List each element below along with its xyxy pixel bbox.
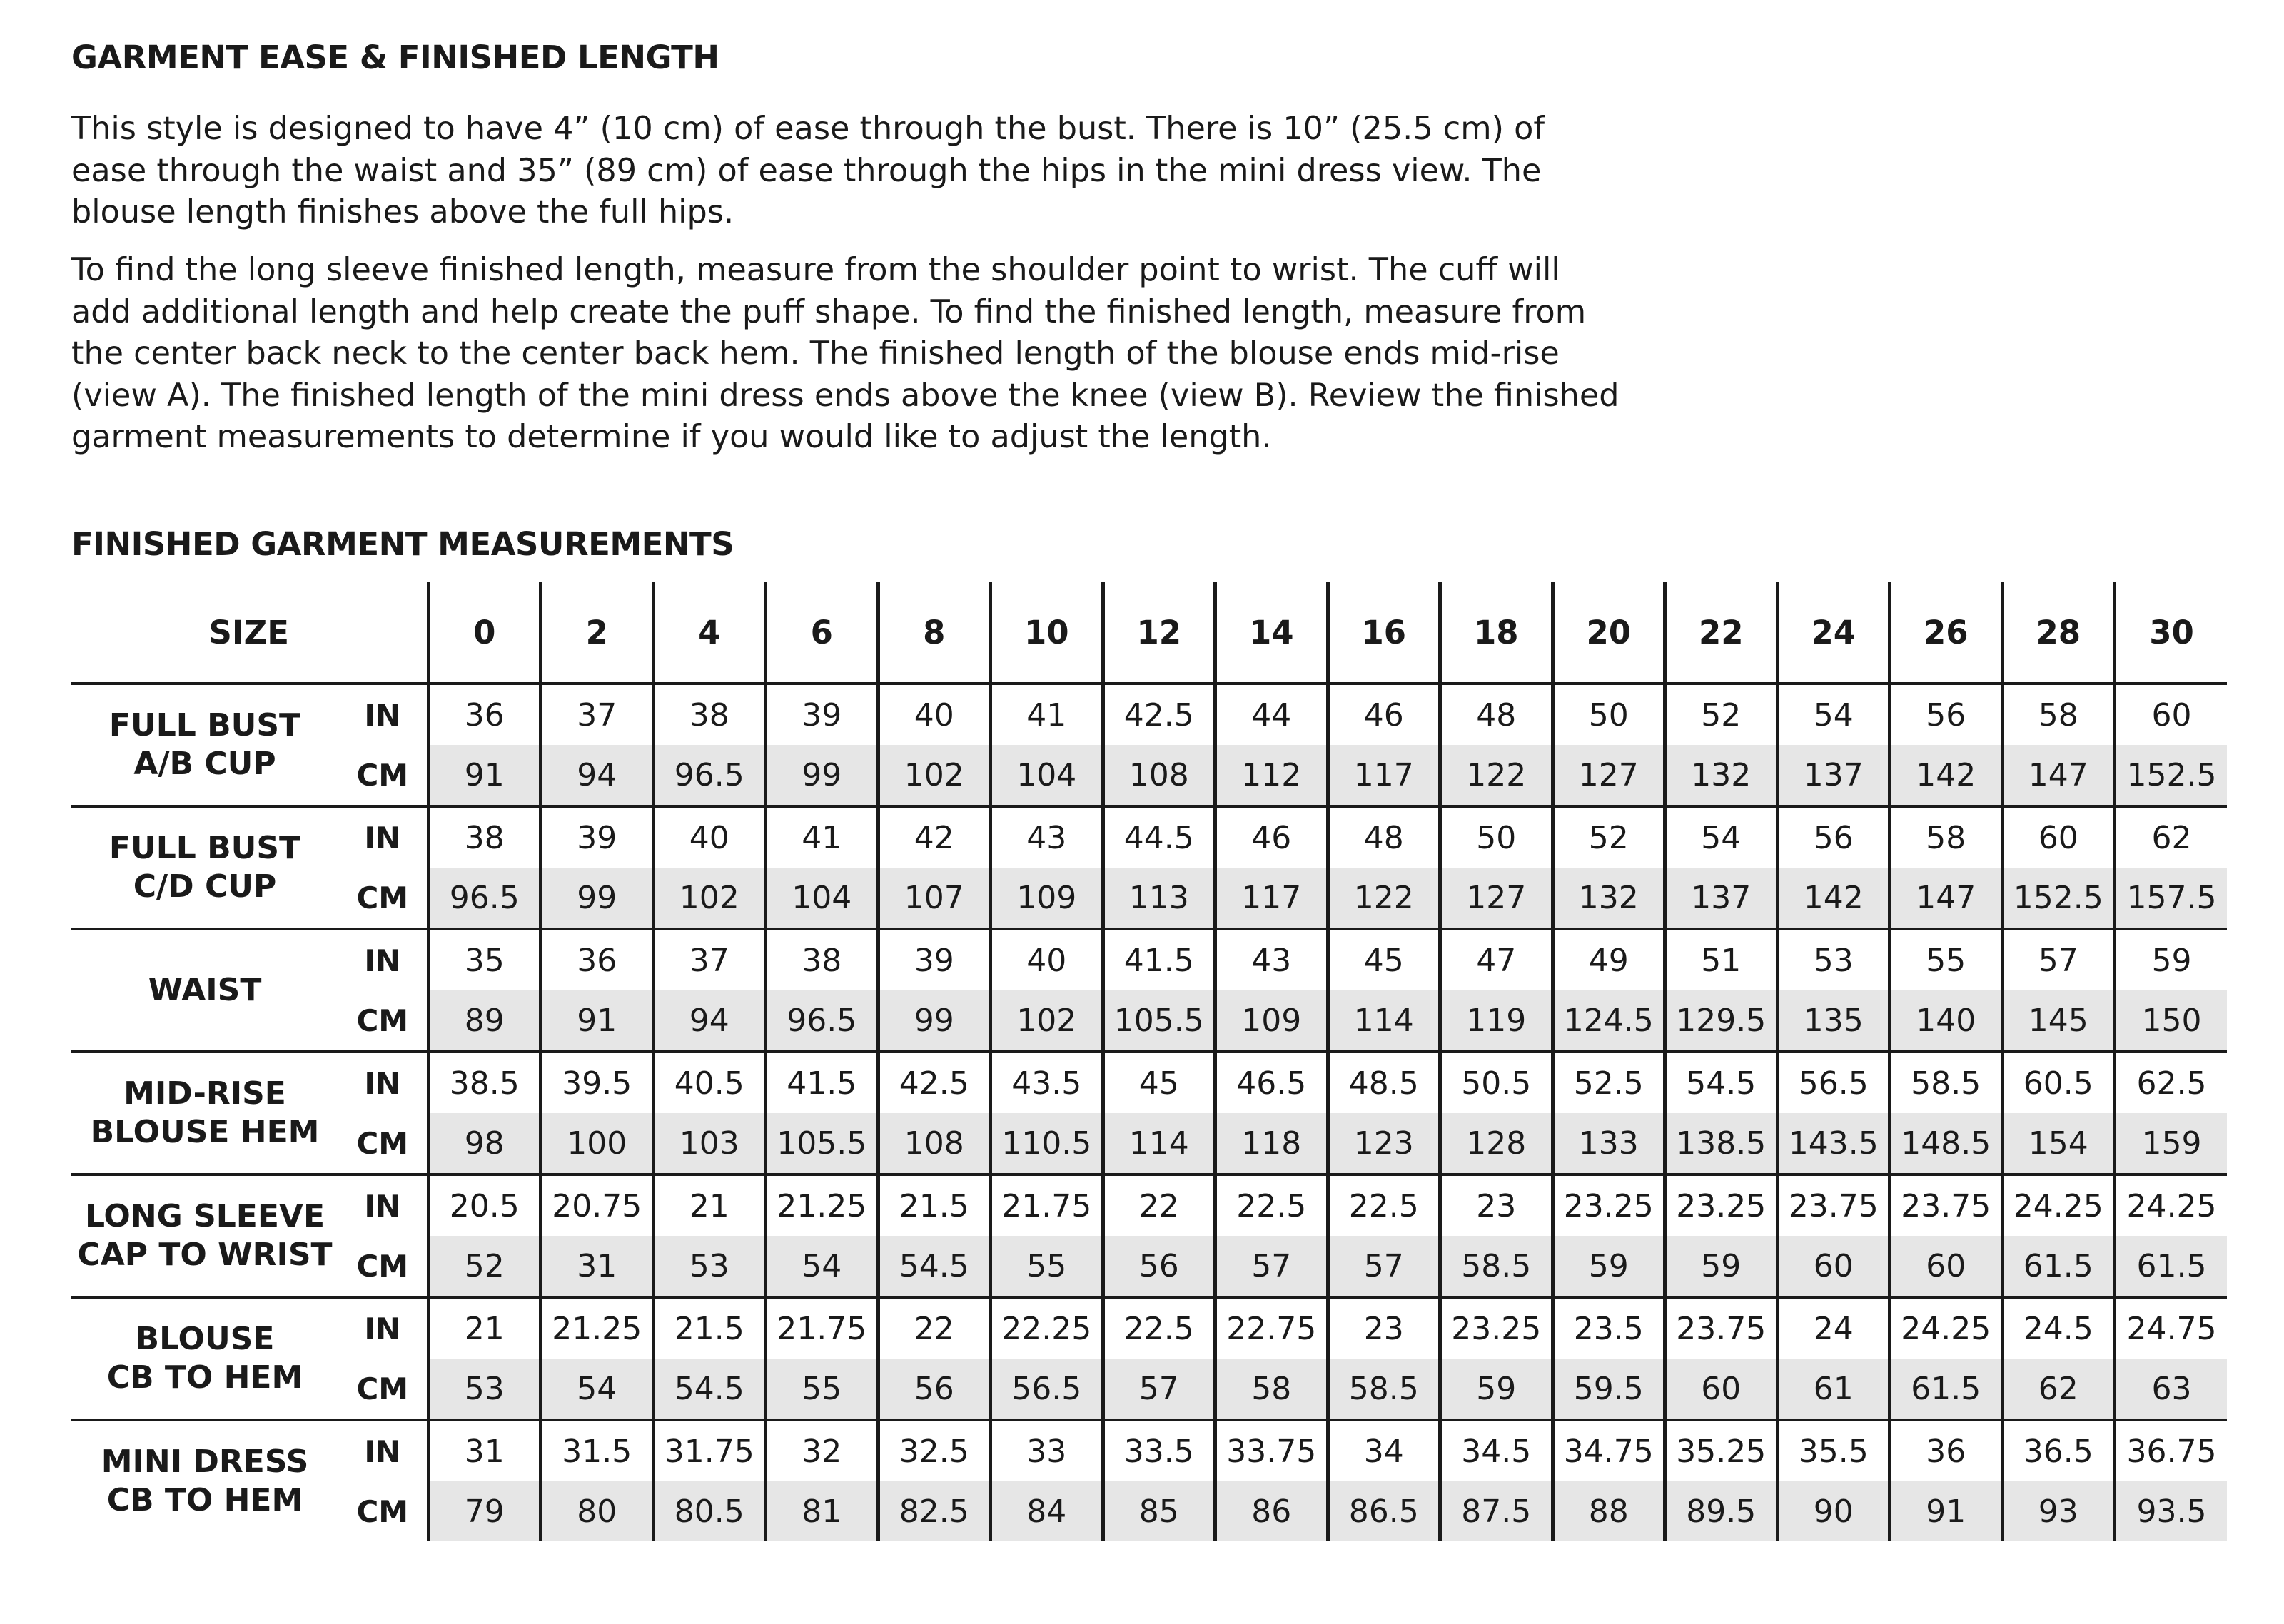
inch-value-cell: 24.25: [1890, 1297, 2003, 1359]
cm-value-cell: 86: [1216, 1481, 1328, 1541]
measurement-row-in: [71, 1052, 2227, 1113]
cm-value-cell: 53: [428, 1359, 541, 1420]
cm-value-cell: 119: [1440, 990, 1553, 1052]
measurement-row-in: [71, 1174, 2227, 1236]
cm-value-cell: 107: [878, 868, 991, 929]
unit-in-label: IN: [338, 1420, 428, 1481]
inch-value-cell: 52.5: [1552, 1052, 1665, 1113]
cm-value-cell: 89.5: [1665, 1481, 1778, 1541]
cm-value-cell: 94: [653, 990, 766, 1052]
cm-value-cell: 91: [1890, 1481, 2003, 1541]
inch-value-cell: 22.25: [991, 1297, 1103, 1359]
inch-value-cell: 21.75: [991, 1174, 1103, 1236]
inch-value-cell: 36.75: [2115, 1420, 2228, 1481]
cm-value-cell: 81: [766, 1481, 879, 1541]
measurement-label: [71, 806, 338, 929]
size-header-cell: 24: [1777, 582, 1890, 684]
inch-value-cell: 46: [1328, 684, 1440, 745]
inch-value-cell: 22: [878, 1297, 991, 1359]
inch-value-cell: 21.5: [653, 1297, 766, 1359]
inch-value-cell: 24.25: [2115, 1174, 2228, 1236]
measurement-row-in: [71, 684, 2227, 745]
unit-cm-label: CM: [356, 1125, 409, 1161]
inch-value-cell: 60.5: [2002, 1052, 2115, 1113]
inch-value-cell: 38: [766, 929, 879, 990]
cm-value-cell: 61: [1777, 1359, 1890, 1420]
cm-value-cell: 133: [1552, 1113, 1665, 1174]
inch-value-cell: 58: [1890, 806, 2003, 868]
measurement-label: [71, 929, 338, 1052]
cm-value-cell: 105.5: [766, 1113, 879, 1174]
measurement-row-cm: [71, 1113, 2227, 1174]
cm-value-cell: 96.5: [653, 745, 766, 806]
inch-value-cell: 36.5: [2002, 1420, 2115, 1481]
inch-value-cell: 59: [2115, 929, 2228, 990]
inch-value-cell: 21.25: [766, 1174, 879, 1236]
measurement-label-line: WAIST: [148, 972, 262, 1008]
cm-value-cell: 86.5: [1328, 1481, 1440, 1541]
cm-value-cell: 159: [2115, 1113, 2228, 1174]
inch-value-cell: 31.75: [653, 1420, 766, 1481]
measurement-label: [71, 684, 338, 806]
cm-value-cell: 96.5: [766, 990, 879, 1052]
inch-value-cell: 50: [1440, 806, 1553, 868]
measurement-label-line: BLOUSE HEM: [90, 1114, 320, 1150]
inch-value-cell: 23.75: [1777, 1174, 1890, 1236]
cm-value-cell: 127: [1552, 745, 1665, 806]
measurement-label-line: C/D CUP: [133, 868, 277, 905]
inch-value-cell: 48: [1440, 684, 1553, 745]
cm-value-cell: 128: [1440, 1113, 1553, 1174]
cm-value-cell: 108: [1103, 745, 1216, 806]
cm-value-cell: 53: [653, 1236, 766, 1297]
measurement-label: [71, 1174, 338, 1297]
ease-paragraph: This style is designed to have 4” (10 cm) of ease through the bust. There is 10” (25.5 cm) of ease through the waist and 35” (89 cm) of ease through the hips in the mini dress view. The blouse length finishes above the full hips.: [71, 111, 1545, 230]
cm-value-cell: 142: [1777, 868, 1890, 929]
inch-value-cell: 24.75: [2115, 1297, 2228, 1359]
unit-in-label: IN: [338, 1297, 428, 1359]
inch-value-cell: 21.25: [541, 1297, 654, 1359]
size-header-cell: 20: [1552, 582, 1665, 684]
inch-value-cell: 56: [1890, 684, 2003, 745]
unit-in-label: IN: [338, 1052, 428, 1113]
cm-value-cell: 52: [428, 1236, 541, 1297]
cm-value-cell: 59: [1552, 1236, 1665, 1297]
measurement-label-line: LONG SLEEVE: [84, 1198, 325, 1234]
cm-value-cell: 105.5: [1103, 990, 1216, 1052]
cm-value-cell: 110.5: [991, 1113, 1103, 1174]
cm-value-cell: 60: [1777, 1236, 1890, 1297]
cm-value-cell: 63: [2115, 1359, 2228, 1420]
inch-value-cell: 38.5: [428, 1052, 541, 1113]
cm-value-cell: 96.5: [428, 868, 541, 929]
cm-value-cell: 124.5: [1552, 990, 1665, 1052]
cm-value-cell: 112: [1216, 745, 1328, 806]
cm-value-cell: 127: [1440, 868, 1553, 929]
cm-value-cell: 57: [1103, 1359, 1216, 1420]
inch-value-cell: 37: [541, 684, 654, 745]
cm-value-cell: 102: [878, 745, 991, 806]
inch-value-cell: 41: [766, 806, 879, 868]
size-header-cell: 10: [991, 582, 1103, 684]
cm-value-cell: 56.5: [991, 1359, 1103, 1420]
measurement-row-cm: [71, 745, 2227, 806]
inch-value-cell: 42: [878, 806, 991, 868]
inch-value-cell: 33.5: [1103, 1420, 1216, 1481]
cm-value-cell: 60: [1665, 1359, 1778, 1420]
inch-value-cell: 45: [1103, 1052, 1216, 1113]
unit-cm-label: CM: [356, 1248, 409, 1284]
inch-value-cell: 34: [1328, 1420, 1440, 1481]
cm-value-cell: 145: [2002, 990, 2115, 1052]
inch-value-cell: 46: [1216, 806, 1328, 868]
inch-value-cell: 48: [1328, 806, 1440, 868]
size-header-cell: 4: [653, 582, 766, 684]
cm-value-cell: 85: [1103, 1481, 1216, 1541]
measurement-label-line: A/B CUP: [133, 746, 276, 782]
inch-value-cell: 62: [2115, 806, 2228, 868]
cm-value-cell: 57: [1216, 1236, 1328, 1297]
cm-value-cell: 104: [991, 745, 1103, 806]
cm-value-cell: 118: [1216, 1113, 1328, 1174]
cm-value-cell: 54: [766, 1236, 879, 1297]
measurements-table: [71, 582, 2227, 1541]
cm-value-cell: 82.5: [878, 1481, 991, 1541]
cm-value-cell: 114: [1103, 1113, 1216, 1174]
inch-value-cell: 35.5: [1777, 1420, 1890, 1481]
size-header-cell: 16: [1328, 582, 1440, 684]
measurement-row-cm: [71, 1359, 2227, 1420]
inch-value-cell: 40: [653, 806, 766, 868]
inch-value-cell: 23.75: [1890, 1174, 2003, 1236]
cm-value-cell: 104: [766, 868, 879, 929]
inch-value-cell: 22: [1103, 1174, 1216, 1236]
cm-value-cell: 56: [878, 1359, 991, 1420]
size-header-cell: 18: [1440, 582, 1553, 684]
inch-value-cell: 58.5: [1890, 1052, 2003, 1113]
inch-value-cell: 32.5: [878, 1420, 991, 1481]
size-header-cell: 28: [2002, 582, 2115, 684]
cm-value-cell: 94: [541, 745, 654, 806]
measurement-label: [71, 1420, 338, 1541]
inch-value-cell: 51: [1665, 929, 1778, 990]
cm-value-cell: 61.5: [2115, 1236, 2228, 1297]
inch-value-cell: 52: [1552, 806, 1665, 868]
inch-value-cell: 21: [428, 1297, 541, 1359]
size-header-cell: 2: [541, 582, 654, 684]
cm-value-cell: 88: [1552, 1481, 1665, 1541]
inch-value-cell: 34.5: [1440, 1420, 1553, 1481]
inch-value-cell: 40.5: [653, 1052, 766, 1113]
cm-value-cell: 140: [1890, 990, 2003, 1052]
cm-value-cell: 138.5: [1665, 1113, 1778, 1174]
measurement-row-cm: [71, 868, 2227, 929]
cm-value-cell: 142: [1890, 745, 2003, 806]
inch-value-cell: 38: [428, 806, 541, 868]
cm-value-cell: 100: [541, 1113, 654, 1174]
inch-value-cell: 54.5: [1665, 1052, 1778, 1113]
cm-value-cell: 87.5: [1440, 1481, 1553, 1541]
cm-value-cell: 123: [1328, 1113, 1440, 1174]
inch-value-cell: 36: [428, 684, 541, 745]
unit-cm-label: CM: [356, 880, 409, 915]
cm-value-cell: 58: [1216, 1359, 1328, 1420]
inch-value-cell: 23.75: [1665, 1297, 1778, 1359]
inch-value-cell: 37: [653, 929, 766, 990]
inch-value-cell: 47: [1440, 929, 1553, 990]
size-header-cell: 30: [2115, 582, 2228, 684]
inch-value-cell: 56.5: [1777, 1052, 1890, 1113]
inch-value-cell: 24: [1777, 1297, 1890, 1359]
measurement-row-in: [71, 806, 2227, 868]
inch-value-cell: 21.5: [878, 1174, 991, 1236]
cm-value-cell: 59: [1665, 1236, 1778, 1297]
size-header-cell: 6: [766, 582, 879, 684]
inch-value-cell: 53: [1777, 929, 1890, 990]
cm-value-cell: 60: [1890, 1236, 2003, 1297]
cm-value-cell: 132: [1552, 868, 1665, 929]
cm-value-cell: 108: [878, 1113, 991, 1174]
inch-value-cell: 23.25: [1440, 1297, 1553, 1359]
inch-value-cell: 22.5: [1103, 1297, 1216, 1359]
cm-value-cell: 98: [428, 1113, 541, 1174]
cm-value-cell: 80.5: [653, 1481, 766, 1541]
inch-value-cell: 24.25: [2002, 1174, 2115, 1236]
inch-value-cell: 41.5: [766, 1052, 879, 1113]
inch-value-cell: 35: [428, 929, 541, 990]
cm-value-cell: 113: [1103, 868, 1216, 929]
cm-value-cell: 122: [1328, 868, 1440, 929]
inch-value-cell: 39: [766, 684, 879, 745]
inch-value-cell: 48.5: [1328, 1052, 1440, 1113]
inch-value-cell: 42.5: [878, 1052, 991, 1113]
size-header-cell: 22: [1665, 582, 1778, 684]
cm-value-cell: 90: [1777, 1481, 1890, 1541]
cm-value-cell: 58.5: [1440, 1236, 1553, 1297]
cm-value-cell: 89: [428, 990, 541, 1052]
measurement-row-cm: [71, 990, 2227, 1052]
inch-value-cell: 39: [541, 806, 654, 868]
cm-value-cell: 61.5: [1890, 1359, 2003, 1420]
cm-value-cell: 91: [541, 990, 654, 1052]
inch-value-cell: 46.5: [1216, 1052, 1328, 1113]
inch-value-cell: 43: [1216, 929, 1328, 990]
measurement-label-line: CAP TO WRIST: [77, 1237, 333, 1273]
inch-value-cell: 55: [1890, 929, 2003, 990]
measurements-heading: FINISHED GARMENT MEASUREMENTS: [71, 525, 734, 563]
cm-value-cell: 150: [2115, 990, 2228, 1052]
cm-value-cell: 122: [1440, 745, 1553, 806]
measurement-label: [71, 1297, 338, 1420]
cm-value-cell: 84: [991, 1481, 1103, 1541]
measurements-body: [71, 684, 2227, 1541]
size-label: SIZE: [208, 613, 290, 651]
inch-value-cell: 44.5: [1103, 806, 1216, 868]
inch-value-cell: 62.5: [2115, 1052, 2228, 1113]
cm-value-cell: 80: [541, 1481, 654, 1541]
inch-value-cell: 56: [1777, 806, 1890, 868]
inch-value-cell: 40: [878, 684, 991, 745]
inch-value-cell: 22.5: [1216, 1174, 1328, 1236]
cm-value-cell: 132: [1665, 745, 1778, 806]
inch-value-cell: 60: [2002, 806, 2115, 868]
cm-value-cell: 59.5: [1552, 1359, 1665, 1420]
cm-value-cell: 31: [541, 1236, 654, 1297]
inch-value-cell: 31: [428, 1420, 541, 1481]
inch-value-cell: 23: [1440, 1174, 1553, 1236]
unit-cm-label: CM: [356, 1371, 409, 1406]
measurement-label-line: MINI DRESS: [101, 1443, 309, 1480]
inch-value-cell: 43: [991, 806, 1103, 868]
cm-value-cell: 54: [541, 1359, 654, 1420]
cm-value-cell: 117: [1328, 745, 1440, 806]
inch-value-cell: 54: [1777, 684, 1890, 745]
cm-value-cell: 93.5: [2115, 1481, 2228, 1541]
unit-cm-label: CM: [356, 1003, 409, 1038]
cm-value-cell: 103: [653, 1113, 766, 1174]
inch-value-cell: 39: [878, 929, 991, 990]
measurement-label-line: MID-RISE: [123, 1075, 286, 1112]
inch-value-cell: 52: [1665, 684, 1778, 745]
measurement-row-cm: [71, 1481, 2227, 1541]
inch-value-cell: 20.75: [541, 1174, 654, 1236]
measurement-label: [71, 1052, 338, 1174]
cm-value-cell: 99: [878, 990, 991, 1052]
unit-in-label: IN: [338, 1174, 428, 1236]
unit-cm-label: CM: [356, 1493, 409, 1529]
cm-value-cell: 154: [2002, 1113, 2115, 1174]
inch-value-cell: 23.25: [1665, 1174, 1778, 1236]
inch-value-cell: 41: [991, 684, 1103, 745]
cm-value-cell: 135: [1777, 990, 1890, 1052]
cm-value-cell: 93: [2002, 1481, 2115, 1541]
measurement-label-line: FULL BUST: [108, 830, 301, 866]
length-paragraph: To find the long sleeve finished length, measure from the shoulder point to wrist. The cuff will add additional length and help create the puff shape. To find the finished length, measure from the center back neck to the center back hem. The finished length of the blouse ends mid-rise (view A). The finished length of the mini dress ends above the knee (view B). Review the finished garment measurements to determine if you would like to adjust the length.: [71, 252, 1619, 455]
size-header-cell: 0: [428, 582, 541, 684]
inch-value-cell: 36: [541, 929, 654, 990]
inch-value-cell: 32: [766, 1420, 879, 1481]
cm-value-cell: 114: [1328, 990, 1440, 1052]
size-header-cell: 12: [1103, 582, 1216, 684]
inch-value-cell: 39.5: [541, 1052, 654, 1113]
cm-value-cell: 59: [1440, 1359, 1553, 1420]
measurement-row-cm: [71, 1236, 2227, 1297]
inch-value-cell: 21: [653, 1174, 766, 1236]
inch-value-cell: 34.75: [1552, 1420, 1665, 1481]
cm-value-cell: 62: [2002, 1359, 2115, 1420]
cm-value-cell: 61.5: [2002, 1236, 2115, 1297]
inch-value-cell: 54: [1665, 806, 1778, 868]
inch-value-cell: 23.25: [1552, 1174, 1665, 1236]
inch-value-cell: 45: [1328, 929, 1440, 990]
inch-value-cell: 42.5: [1103, 684, 1216, 745]
cm-value-cell: 137: [1665, 868, 1778, 929]
inch-value-cell: 44: [1216, 684, 1328, 745]
cm-value-cell: 147: [2002, 745, 2115, 806]
inch-value-cell: 50.5: [1440, 1052, 1553, 1113]
cm-value-cell: 109: [1216, 990, 1328, 1052]
size-header-cell: 8: [878, 582, 991, 684]
inch-value-cell: 20.5: [428, 1174, 541, 1236]
inch-value-cell: 58: [2002, 684, 2115, 745]
size-header-row: [71, 582, 2227, 684]
unit-in-label: IN: [338, 684, 428, 745]
inch-value-cell: 22.75: [1216, 1297, 1328, 1359]
cm-value-cell: 152.5: [2115, 745, 2228, 806]
measurement-label-line: CB TO HEM: [106, 1359, 303, 1396]
inch-value-cell: 23: [1328, 1297, 1440, 1359]
measurement-row-in: [71, 929, 2227, 990]
measurement-row-in: [71, 1297, 2227, 1359]
cm-value-cell: 109: [991, 868, 1103, 929]
inch-value-cell: 36: [1890, 1420, 2003, 1481]
cm-value-cell: 157.5: [2115, 868, 2228, 929]
inch-value-cell: 33.75: [1216, 1420, 1328, 1481]
cm-value-cell: 152.5: [2002, 868, 2115, 929]
cm-value-cell: 137: [1777, 745, 1890, 806]
inch-value-cell: 21.75: [766, 1297, 879, 1359]
cm-value-cell: 54.5: [878, 1236, 991, 1297]
inch-value-cell: 60: [2115, 684, 2228, 745]
cm-value-cell: 99: [766, 745, 879, 806]
measurement-row-in: [71, 1420, 2227, 1481]
cm-value-cell: 117: [1216, 868, 1328, 929]
measurement-label-line: CB TO HEM: [106, 1482, 303, 1518]
unit-in-label: IN: [338, 929, 428, 990]
measurement-label-line: FULL BUST: [108, 707, 301, 744]
inch-value-cell: 50: [1552, 684, 1665, 745]
inch-value-cell: 40: [991, 929, 1103, 990]
cm-value-cell: 143.5: [1777, 1113, 1890, 1174]
cm-value-cell: 56: [1103, 1236, 1216, 1297]
cm-value-cell: 102: [653, 868, 766, 929]
unit-in-label: IN: [338, 806, 428, 868]
inch-value-cell: 43.5: [991, 1052, 1103, 1113]
inch-value-cell: 35.25: [1665, 1420, 1778, 1481]
inch-value-cell: 31.5: [541, 1420, 654, 1481]
size-header-cell: 26: [1890, 582, 2003, 684]
unit-cm-label: CM: [356, 757, 409, 793]
size-header-cell: 14: [1216, 582, 1328, 684]
inch-value-cell: 49: [1552, 929, 1665, 990]
ease-section-heading: GARMENT EASE & FINISHED LENGTH: [71, 39, 719, 76]
cm-value-cell: 55: [991, 1236, 1103, 1297]
cm-value-cell: 54.5: [653, 1359, 766, 1420]
inch-value-cell: 38: [653, 684, 766, 745]
cm-value-cell: 147: [1890, 868, 2003, 929]
inch-value-cell: 23.5: [1552, 1297, 1665, 1359]
cm-value-cell: 148.5: [1890, 1113, 2003, 1174]
inch-value-cell: 22.5: [1328, 1174, 1440, 1236]
inch-value-cell: 41.5: [1103, 929, 1216, 990]
cm-value-cell: 57: [1328, 1236, 1440, 1297]
cm-value-cell: 99: [541, 868, 654, 929]
inch-value-cell: 24.5: [2002, 1297, 2115, 1359]
cm-value-cell: 79: [428, 1481, 541, 1541]
cm-value-cell: 55: [766, 1359, 879, 1420]
inch-value-cell: 33: [991, 1420, 1103, 1481]
cm-value-cell: 58.5: [1328, 1359, 1440, 1420]
inch-value-cell: 57: [2002, 929, 2115, 990]
cm-value-cell: 91: [428, 745, 541, 806]
cm-value-cell: 129.5: [1665, 990, 1778, 1052]
cm-value-cell: 102: [991, 990, 1103, 1052]
measurement-label-line: BLOUSE: [135, 1321, 275, 1357]
